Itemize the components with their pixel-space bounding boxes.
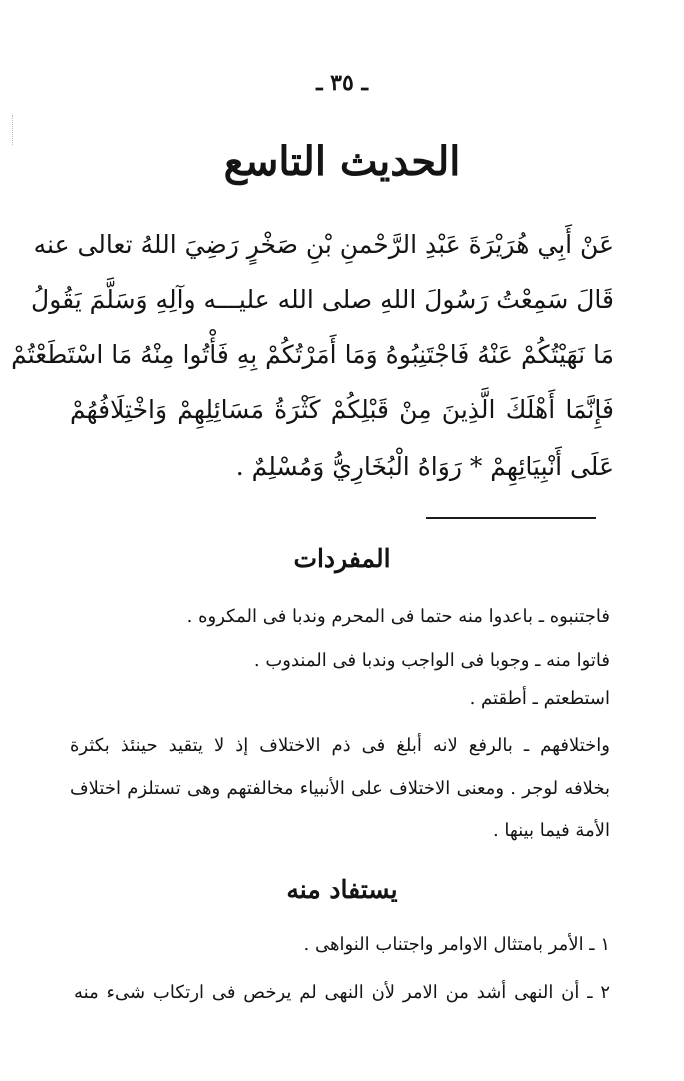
hadith-line: قَالَ سَمِعْتُ رَسُولَ اللهِ صلى الله عليـــه وآلِهِ وَسَلَّمَ يَقُولُ bbox=[31, 285, 614, 314]
vocab-paragraph-line: واختلافهم ـ بالرفع لانه أبلغ فى ذم الاختلاف إذ لا يتقيد حينئذ بكثرة bbox=[70, 735, 610, 756]
benefit-number: ٢ bbox=[600, 982, 610, 1003]
vocab-line: فاجتنبوه ـ باعدوا منه حتما فى المحرم وندبا فى المكروه . bbox=[186, 606, 610, 627]
vocab-line: فاتوا منه ـ وجوبا فى الواجب وندبا فى المندوب . bbox=[253, 650, 610, 671]
vocab-paragraph-line: الأمة فيما بينها . bbox=[492, 820, 610, 841]
page-number: ـ ٣٥ ـ bbox=[316, 70, 368, 96]
benefits-heading: يستفاد منه bbox=[286, 875, 398, 904]
benefit-number: ١ bbox=[600, 934, 610, 955]
benefit-text: ـ الأمر بامتثال الاوامر واجتناب النواهى . bbox=[303, 934, 595, 955]
section-divider bbox=[426, 517, 596, 519]
hadith-title: الحديث التاسع bbox=[223, 138, 461, 185]
margin-marks bbox=[12, 115, 17, 145]
benefit-item bbox=[74, 984, 610, 1002]
benefit-item bbox=[304, 936, 611, 954]
vocab-paragraph-line: بخلافه لوجر . ومعنى الاختلاف على الأنبياء مخالفتهم وهى تستلزم اختلاف bbox=[70, 778, 610, 799]
hadith-line: عَلَى أَنْبِيَائِهِمْ * رَوَاهُ الْبُخَارِيُّ وَمُسْلِمٌ . bbox=[235, 452, 614, 481]
vocab-heading: المفردات bbox=[293, 544, 391, 573]
hadith-line: فَإِنَّمَا أَهْلَكَ الَّذِينَ مِنْ قَبْلِكُمْ كَثْرَةُ مَسَائِلِهِمْ وَاخْتِلَافُهُمْ bbox=[70, 395, 614, 424]
hadith-line: عَنْ أَبِي هُرَيْرَةَ عَبْدِ الرَّحْمنِ بْنِ صَخْرٍ رَضِيَ اللهُ تعالى عنه bbox=[33, 230, 614, 259]
vocab-line: استطعتم ـ أطقتم . bbox=[469, 688, 610, 709]
hadith-line: مَا نَهَيْتُكُمْ عَنْهُ فَاجْتَنِبُوهُ وَمَا أَمَرْتُكُمْ بِهِ فَأْتُوا مِنْهُ مَا اسْتَطَعْتُمْ bbox=[11, 340, 614, 369]
benefit-text: ـ أن النهى أشد من الامر لأن النهى لم يرخص فى ارتكاب شىء منه bbox=[74, 982, 593, 1003]
